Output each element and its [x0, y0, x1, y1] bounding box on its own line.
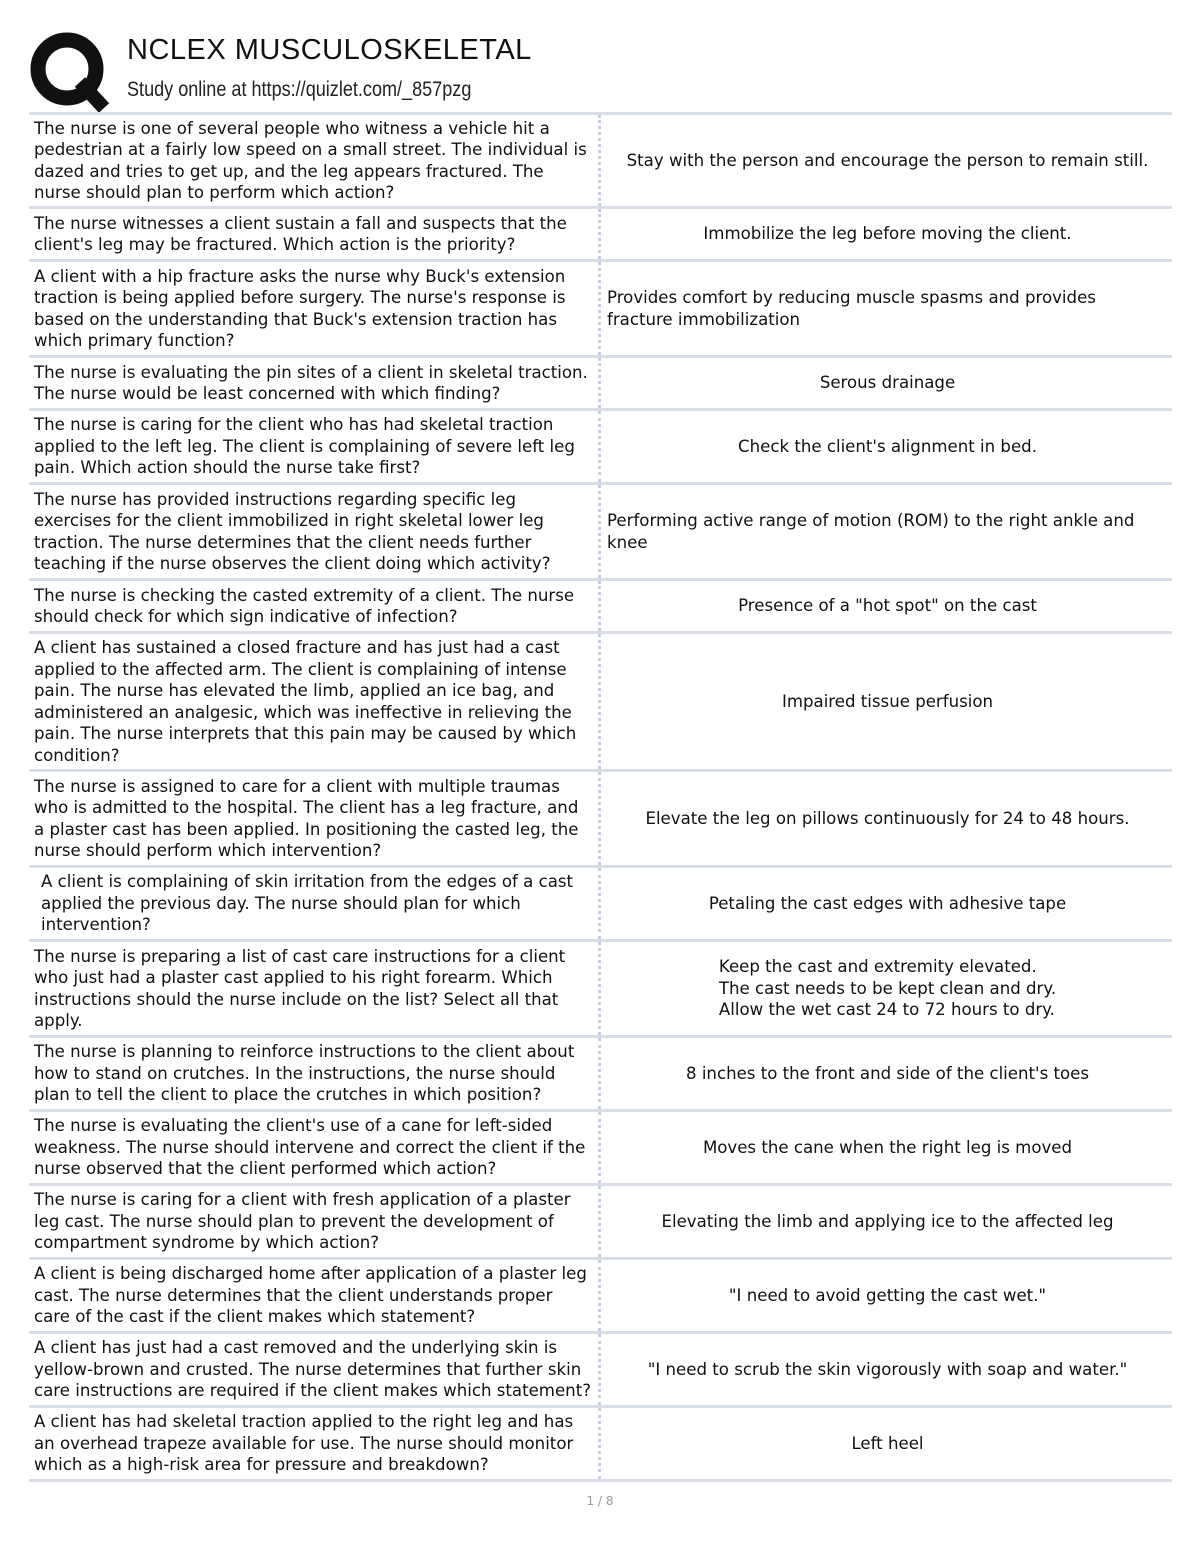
answer-line: The cast needs to be kept clean and dry.	[718, 978, 1057, 998]
question-cell: The nurse is caring for the client who has had skeletal traction applied to the left leg. The client is complaining of severe left leg pain. Which action should the nurse take first?	[29, 410, 600, 484]
table-row	[29, 1259, 1172, 1333]
table-row	[29, 1333, 1172, 1407]
answer-cell: Petaling the cast edges with adhesive tape	[600, 867, 1173, 941]
table-row	[29, 484, 1172, 580]
page-header	[30, 30, 1180, 110]
page-number: 1 / 8	[586, 1494, 614, 1508]
question-cell: A client is being discharged home after application of a plaster leg cast. The nurse determines that the client understands proper care of the cast if the client makes which statement?	[29, 1259, 600, 1333]
flashcard-table	[29, 112, 1172, 1482]
page-title: NCLEX MUSCULOSKELETAL	[127, 34, 532, 66]
table-row	[29, 261, 1172, 357]
answer-cell: Provides comfort by reducing muscle spasms and provides fracture immobilization	[600, 261, 1173, 357]
answer-list	[719, 956, 1056, 1021]
table-row	[29, 114, 1172, 208]
table-row	[29, 633, 1172, 771]
answer-cell: Elevating the limb and applying ice to the affected leg	[600, 1185, 1173, 1259]
table-row	[29, 1185, 1172, 1259]
table-row	[29, 941, 1172, 1037]
answer-cell: Elevate the leg on pillows continuously for 24 to 48 hours.	[600, 771, 1173, 867]
answer-cell: Moves the cane when the right leg is moved	[600, 1111, 1173, 1185]
question-cell: A client with a hip fracture asks the nurse why Buck's extension traction is being applied before surgery. The nurse's response is based on the understanding that Buck's extension traction has which primary function?	[29, 261, 600, 357]
table-row	[29, 867, 1172, 941]
table-row	[29, 1407, 1172, 1481]
answer-cell: Immobilize the leg before moving the client.	[600, 208, 1173, 261]
answer-cell	[600, 941, 1173, 1037]
question-cell: The nurse is planning to reinforce instructions to the client about how to stand on crutches. In the instructions, the nurse should plan to tell the client to place the crutches in which position?	[29, 1037, 600, 1111]
question-cell: The nurse is caring for a client with fresh application of a plaster leg cast. The nurse should plan to prevent the development of compartment syndrome by which action?	[29, 1185, 600, 1259]
question-cell: The nurse is evaluating the pin sites of a client in skeletal traction. The nurse would be least concerned with which finding?	[29, 357, 600, 410]
question-cell: A client has had skeletal traction applied to the right leg and has an overhead trapeze available for use. The nurse should monitor which as a high-risk area for pressure and breakdown?	[29, 1407, 600, 1481]
question-cell: The nurse is evaluating the client's use of a cane for left-sided weakness. The nurse should intervene and correct the client if the nurse observed that the client performed which action?	[29, 1111, 600, 1185]
table-row	[29, 208, 1172, 261]
question-cell: The nurse is assigned to care for a client with multiple traumas who is admitted to the hospital. The client has a leg fracture, and a plaster cast has been applied. In positioning the casted leg, the nurse should perform which intervention?	[29, 771, 600, 867]
table-row	[29, 410, 1172, 484]
question-cell: The nurse is checking the casted extremity of a client. The nurse should check for which sign indicative of infection?	[29, 580, 600, 633]
question-cell: A client has just had a cast removed and the underlying skin is yellow-brown and crusted. The nurse determines that further skin care instructions are required if the client makes which statement?	[29, 1333, 600, 1407]
question-cell: The nurse is one of several people who witness a vehicle hit a pedestrian at a fairly low speed on a small street. The individual is dazed and tries to get up, and the leg appears fractured. The nurse should plan to perform which action?	[29, 114, 600, 208]
answer-cell: Serous drainage	[600, 357, 1173, 410]
table-row	[29, 771, 1172, 867]
answer-cell: Performing active range of motion (ROM) to the right ankle and knee	[600, 484, 1173, 580]
question-cell: A client is complaining of skin irritation from the edges of a cast applied the previous day. The nurse should plan for which intervention?	[29, 867, 600, 941]
question-cell: The nurse is preparing a list of cast care instructions for a client who just had a plaster cast applied to his right forearm. Which instructions should the nurse include on the list? Select all that apply.	[29, 941, 600, 1037]
question-cell: The nurse has provided instructions regarding specific leg exercises for the client immobilized in right skeletal lower leg traction. The nurse determines that the client needs further teaching if the nurse observes the client doing which activity?	[29, 484, 600, 580]
answer-cell: "I need to avoid getting the cast wet."	[600, 1259, 1173, 1333]
answer-line: Keep the cast and extremity elevated.	[718, 957, 1037, 977]
quizlet-q-logo-icon	[30, 32, 110, 112]
table-row	[29, 1037, 1172, 1111]
answer-cell: Presence of a "hot spot" on the cast	[600, 580, 1173, 633]
table-row	[29, 357, 1172, 410]
question-cell: The nurse witnesses a client sustain a fall and suspects that the client's leg may be fractured. Which action is the priority?	[29, 208, 600, 261]
question-cell: A client has sustained a closed fracture and has just had a cast applied to the affected arm. The client is complaining of intense pain. The nurse has elevated the limb, applied an ice bag, and administered an analgesic, which was ineffective in relieving the pain. The nurse interprets that this pain may be caused by which condition?	[29, 633, 600, 771]
answer-cell: 8 inches to the front and side of the client's toes	[600, 1037, 1173, 1111]
study-online-link[interactable]: Study online at https://quizlet.com/_857pzg	[127, 78, 472, 101]
answer-cell: "I need to scrub the skin vigorously with soap and water."	[600, 1333, 1173, 1407]
answer-line: Allow the wet cast 24 to 72 hours to dry.	[718, 1000, 1055, 1020]
table-row	[29, 580, 1172, 633]
table-row	[29, 1111, 1172, 1185]
answer-cell: Left heel	[600, 1407, 1173, 1481]
answer-cell: Check the client's alignment in bed.	[600, 410, 1173, 484]
answer-cell: Impaired tissue perfusion	[600, 633, 1173, 771]
answer-cell: Stay with the person and encourage the person to remain still.	[600, 114, 1173, 208]
